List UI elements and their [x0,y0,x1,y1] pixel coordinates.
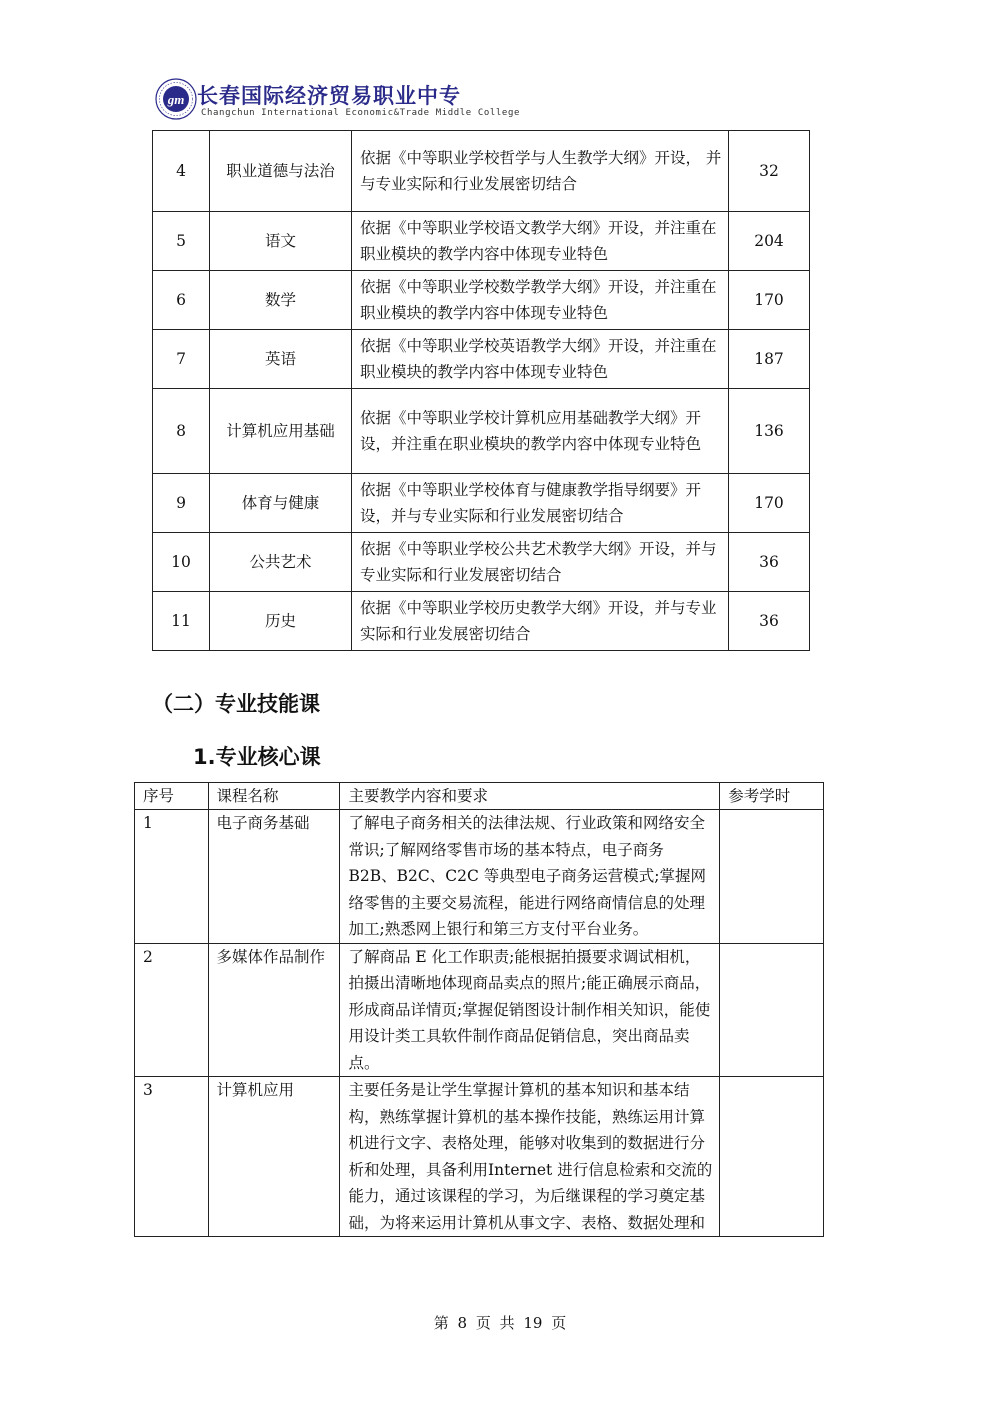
row-number: 9 [153,474,210,533]
table-row [135,943,824,1077]
course-name: 历史 [210,592,352,651]
course-hours: 204 [729,212,810,271]
course-name: 公共艺术 [210,533,352,592]
course-description: 了解电子商务相关的法律法规、行业政策和网络安全常识;了解网络零售市场的基本特点，电子商务 B2B、B2C、C2C 等典型电子商务运营模式;掌握网络零售的主要交易流程，能进行网络商情信息的处理加工;熟悉网上银行和第三方支付平台业务。 [340,810,720,944]
course-description: 依据《中等职业学校历史教学大纲》开设，并与专业实际和行业发展密切结合 [352,592,729,651]
course-name: 数学 [210,271,352,330]
course-name: 计算机应用 [208,1077,340,1237]
header-number: 序号 [135,783,209,810]
course-hours: 32 [729,131,810,212]
table-row [153,271,810,330]
course-name: 职业道德与法治 [210,131,352,212]
course-name: 多媒体作品制作 [208,943,340,1077]
course-name: 英语 [210,330,352,389]
table-header-row [135,783,824,810]
course-description: 依据《中等职业学校计算机应用基础教学大纲》开设，并注重在职业模块的教学内容中体现专业特色 [352,389,729,474]
course-name: 体育与健康 [210,474,352,533]
table-row [153,212,810,271]
row-number: 1 [135,810,209,944]
course-hours [720,943,824,1077]
table-row [153,389,810,474]
row-number: 7 [153,330,210,389]
page-footer: 第 8 页 共 19 页 [433,1314,567,1332]
row-number: 10 [153,533,210,592]
course-name: 语文 [210,212,352,271]
table-row [135,810,824,944]
course-description: 依据《中等职业学校公共艺术教学大纲》开设，并与专业实际和行业发展密切结合 [352,533,729,592]
course-hours: 36 [729,592,810,651]
public-courses-table [152,130,810,651]
school-name-cn: 长春国际经济贸易职业中专 [197,84,461,108]
course-name: 计算机应用基础 [210,389,352,474]
course-description: 依据《中等职业学校体育与健康教学指导纲要》开设，并与专业实际和行业发展密切结合 [352,474,729,533]
logo-text: gm [167,92,185,107]
table-row [135,1077,824,1237]
row-number: 3 [135,1077,209,1237]
row-number: 11 [153,592,210,651]
table-row [153,474,810,533]
row-number: 5 [153,212,210,271]
course-hours [720,1077,824,1237]
course-description: 依据《中等职业学校数学教学大纲》开设，并注重在职业模块的教学内容中体现专业特色 [352,271,729,330]
course-description: 主要任务是让学生掌握计算机的基本知识和基本结构，熟练掌握计算机的基本操作技能，熟练运用计算机进行文字、表格处理，能够对收集到的数据进行分析和处理，具备利用Internet 进行信息检索和交流的能力，通过该课程的学习，为后继课程的学习奠定基础，为将来运用计算机从事文字、表格、数据处理和 [340,1077,720,1237]
school-logo-icon [155,78,197,120]
course-name: 电子商务基础 [208,810,340,944]
course-hours: 187 [729,330,810,389]
row-number: 8 [153,389,210,474]
core-courses-table [134,782,824,1237]
course-hours: 36 [729,533,810,592]
course-hours: 170 [729,271,810,330]
school-name-en: Changchun International Economic&Trade Middle College [201,108,520,118]
course-hours: 170 [729,474,810,533]
header-hours: 参考学时 [720,783,824,810]
subsection-heading: 1.专业核心课 [193,745,321,769]
course-description: 了解商品 E 化工作职责;能根据拍摄要求调试相机，拍摄出清晰地体现商品卖点的照片;能正确展示商品，形成商品详情页;掌握促销图设计制作相关知识，能使用设计类工具软件制作商品促销信息，突出商品卖点。 [340,943,720,1077]
course-hours: 136 [729,389,810,474]
section-heading: （二）专业技能课 [152,692,320,716]
course-description: 依据《中等职业学校英语教学大纲》开设，并注重在职业模块的教学内容中体现专业特色 [352,330,729,389]
page-header [155,74,635,130]
table-row [153,131,810,212]
header-content: 主要教学内容和要求 [340,783,720,810]
table-row [153,533,810,592]
row-number: 6 [153,271,210,330]
header-course-name: 课程名称 [208,783,340,810]
course-description: 依据《中等职业学校语文教学大纲》开设，并注重在职业模块的教学内容中体现专业特色 [352,212,729,271]
row-number: 4 [153,131,210,212]
table-row [153,330,810,389]
row-number: 2 [135,943,209,1077]
table-row [153,592,810,651]
course-hours [720,810,824,944]
course-description: 依据《中等职业学校哲学与人生教学大纲》开设， 并与专业实际和行业发展密切结合 [352,131,729,212]
